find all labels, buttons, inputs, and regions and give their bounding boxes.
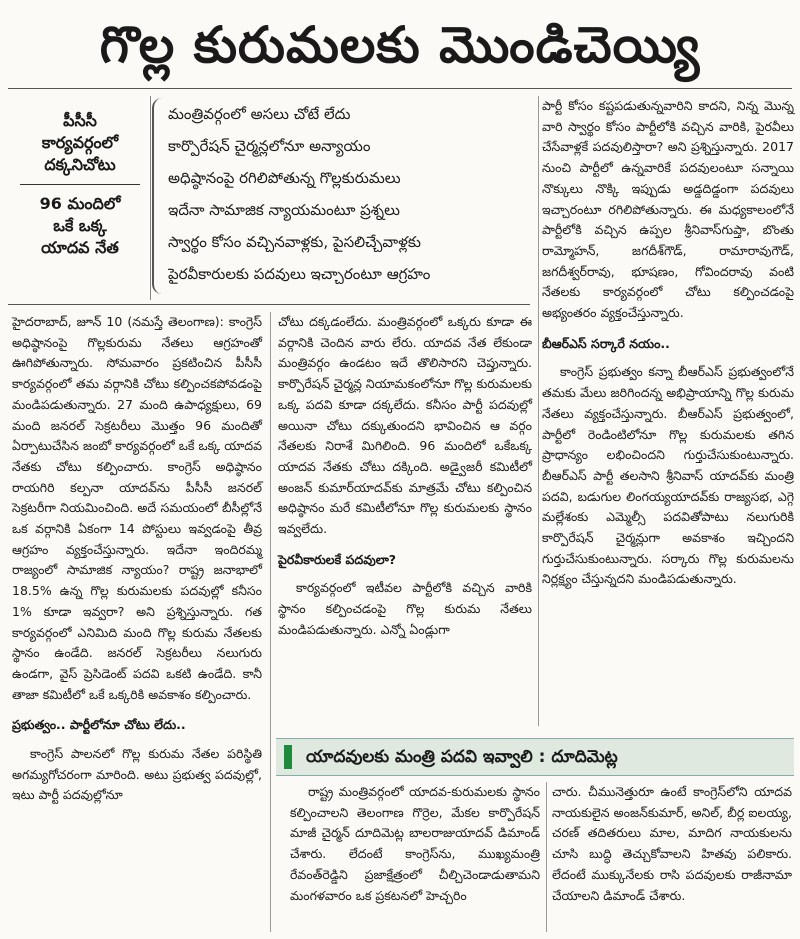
headline-rule <box>8 88 792 89</box>
box-title-bar <box>276 738 794 776</box>
accent-bar <box>284 745 292 769</box>
article-column-1 <box>12 312 262 806</box>
section-subhead: బీఆర్‌ఎస్ సర్కారే నయం.. <box>542 335 670 351</box>
column-divider <box>270 312 271 932</box>
sidebar-line: ఒకే ఒక్క <box>53 216 107 235</box>
subhead: అధిష్ఠానంపై రగిలిపోతున్న గొల్లకురుమలు <box>168 169 401 187</box>
paragraph: చోటు దక్కడంలేదు. మంత్రివర్గంలో ఒక్కరు కూడా ఈ వర్గానికి చెందిన వారు లేరు. యాదవ నేత లేకుండా మంత్రివర్గం ఉండటం ఇదే తొలిసారని చెప్తున్నారు. కార్పొరేషన్ చైర్మన్ల నియామకంలోనూ గొల్ల కురుమలకు ఒక్క పదవి కూడా దక్కలేదు. కనీసం పార్టీ పదవుల్లో అయినా చోటు దక్కుతుందని భావించిన ఆ వర్గం నేతలకు నిరాశే మిగిలింది. 96 మందిలో ఒకేఒక్క యాదవ నేతకు చోటు దక్కింది. అడ్వైజరీ కమిటీలో అంజన్ కుమార్‌యాదవ్‌కు మాత్రమే చోటు కల్పించిన అధిష్ఠానం మరే కమిటీలోనూ గొల్ల కురుమలకు స్థానం ఇవ్వలేదు. <box>278 314 532 537</box>
sidebar-line: కార్యవర్గంలో <box>41 133 119 152</box>
subheads-list <box>168 98 538 290</box>
subhead: స్వార్థం కోసం వచ్చినవాళ్లకు, పైసలిచ్చేవాళ్లకు <box>168 233 421 251</box>
column-divider <box>546 782 547 932</box>
paragraph: పార్టీ కోసం కష్టపడుతున్నవారిని కాదని, నిన్న మొన్న వారి స్వార్థం కోసం పార్టీలోకి వచ్చిన వారికి, పైరవీలు చేసేవాళ్లకే పదవులిస్తారా? అని ప్రశ్నిస్తున్నారు. 2017 నుంచి పార్టీలో ఉన్నవారికే పదవులంటూ సన్నాయి నొక్కులు నొక్కి ఇప్పుడు అడ్డదిడ్డంగా పదవులు ఇచ్చారంటూ రగిలిపోతున్నారు. ఈ మధ్యకాలంలోనే పార్టీలోకి వచ్చిన ఉప్పల శ్రీనివాస్‌గుప్తా, బొంతు రామ్మోహన్, జగదీశ్‌గౌడ్, రామారావుగౌడ్, జగదీశ్వర్‌రావు, భూషణం, గోవిందరావు వంటి నేతలకు కార్యవర్గంలో చోటు కల్పించడంపై అభ్యంతరం వ్యక్తంచేస్తున్నారు. <box>542 98 794 321</box>
paragraph: కాంగ్రెస్ ప్రభుత్వం కన్నా బీఆర్‌ఎస్ ప్రభుత్వంలోనే తమకు మేలు జరిగిందన్న అభిప్రాయాన్ని గొల్ల కురుమ నేతలు వ్యక్తంచేస్తున్నారు. బీఆర్‌ఎస్ ప్రభుత్వంలో, పార్టీలో రెండింటిలోనూ గొల్ల కురుమలకు తగిన ప్రాధాన్యం లభించిందని గుర్తుచేసుకుంటున్నారు. బీఆర్‌ఎస్ పార్టీ తలసాని శ్రీనివాస్ యాదవ్‌కు మంత్రి పదవి, బడుగుల లింగయ్యయాదవ్‌కు రాజ్యసభ, ఎగ్గె మల్లేశంకు ఎమ్మెల్సీ పదవితోపాటు నలుగురికి కార్పొరేషన్ చైర్మన్లుగా అవకాశం ఇచ్చిందని గుర్తుచేసుకుంటున్నారు. సర్కారు గొల్ల కురుమలను నిర్లక్ష్యం చేస్తున్నదని మండిపడుతున్నారు. <box>542 364 794 587</box>
subhead: పైరవీకారులకు పదవులు ఇచ్చారంటూ ఆగ్రహం <box>168 265 431 283</box>
sidebar-line: దక్కనిచోటు <box>44 155 116 174</box>
column-divider <box>538 96 539 726</box>
subhead: కార్పొరేషన్ చైర్మన్లలోనూ అన్యాయం <box>168 137 371 155</box>
sidebar-line: యాదవ నేత <box>41 238 119 257</box>
paragraph: హైదరాబాద్, జూన్ 10 (నమస్తే తెలంగాణ): కాంగ్రెస్ అధిష్ఠానంపై గొల్లకురుమ నేతలు ఆగ్రహంతో ఊగిపోతున్నారు. సోమవారం ప్రకటించిన పీసీసీ కార్యవర్గంలో తమ వర్గానికి చోటు కల్పించకపోవడంపై మండిపడుతున్నారు. 27 మంది ఉపాధ్యక్షులు, 69 మంది జనరల్ సెక్రటరీలు మొత్తం 96 మందితో ఏర్పాటుచేసిన జంబో కార్యవర్గంలో ఒకే ఒక్క యాదవ నేతకు చోటు కల్పించారు. కాంగ్రెస్ అధిష్ఠానం రాయగిరి కల్పనా యాదవ్‌ను పీసీసీ జనరల్ సెక్రటరీగా నియమించింది. అదే సమయంలో బీసీల్లోనే ఒక వర్గానికి ఏకంగా 14 పోస్టులు ఇవ్వడంపై తీవ్ర ఆగ్రహం వ్యక్తంచేస్తున్నారు. ఇదేనా ఇందిరమ్మ రాజ్యంలో సామాజిక న్యాయం? రాష్ట్ర జనాభాలో 18.5% ఉన్న గొల్ల కురుమలకు పదవుల్లో కనీసం 1% కూడా ఇవ్వరా? అని ప్రశ్నిస్తున్నారు. గత కార్యవర్గంలో ఎనిమిది మంది గొల్ల కురుమ నేతలకు స్థానం ఉండేది. జనరల్ సెక్రటరీలు నలుగురు ఉండగా, వైస్ ప్రెసిడెంట్ పదవి ఒకటి ఉండేది. కానీ తాజా కమిటీలో ఒకే ఒక్కరికి అవకాశం కల్పించారు. <box>12 314 262 702</box>
box-title: యాదవులకు మంత్రి పదవి ఇవ్వాలి : దూదిమెట్ల <box>306 747 618 767</box>
box-column-1 <box>290 782 540 906</box>
paragraph: కాంగ్రెస్ పాలనలో గొల్ల కురుమ నేతల పరిస్థితి అగమ్యగోచరంగా మారింది. అటు ప్రభుత్వ పదవుల్లో, ఇటు పార్టీ పదవుల్లోనూ <box>12 746 262 803</box>
sidebar-box <box>10 96 151 300</box>
sidebar-line: 96 మందిలో <box>39 194 121 213</box>
subhead: ఇదేనా సామాజిక న్యాయమంటూ ప్రశ్నలు <box>168 201 400 219</box>
brace-divider <box>152 98 166 294</box>
sidebar-line: పీసీసీ <box>63 111 97 130</box>
paragraph: రాష్ట్ర మంత్రివర్గంలో యాదవ-కురుమలకు స్థానం కల్పించాలని తెలంగాణ గొర్రెల, మేకల కార్పొరేషన్ మాజీ చైర్మన్ దూదిమెట్ల బాలరాజుయాదవ్ డిమాండ్ చేశారు. లేదంటే కాంగ్రెస్‌ను, ముఖ్యమంత్రి రేవంత్‌రెడ్డిని ప్రజాక్షేత్రంలో చీల్చిచెండాడుతామని మంగళవారం ఒక ప్రకటనలో హెచ్చరిం <box>290 784 540 903</box>
sidebar-divider <box>20 184 140 185</box>
section-subhead: పైరవీకారులకే పదవులా? <box>278 551 397 567</box>
article-column-3 <box>542 96 794 590</box>
headline: గొల్ల కురుమలకు మొండిచెయ్యి <box>99 15 701 74</box>
box-column-2 <box>552 782 792 906</box>
paragraph: కార్యవర్గంలో ఇటీవల పార్టీలోకి వచ్చిన వారికి స్థానం కల్పించడంపై గొల్ల కురుమ నేతలు మండిపడుతున్నారు. ఎన్నో ఏండ్లుగా <box>278 580 532 637</box>
paragraph: చారు. చీమునెత్తురూ ఉంటే కాంగ్రెస్‌లోని యాదవ నాయకులైన అంజన్‌కుమార్, అనిల్, బీర్ల ఐలయ్య, చరణ్ తదితరులు మాల, మాదిగ నాయకులను చూసి బుద్ధి తెచ్చుకోవాలని హితవు పలికారు. లేదంటే ముక్కునేలకు రాసి పదవులకు రాజీనామా చేయాలని డిమాండ్ చేశారు. <box>552 784 792 903</box>
article-column-2 <box>278 312 532 641</box>
section-rule <box>8 304 530 305</box>
subhead: మంత్రివర్గంలో అసలు చోటే లేదు <box>168 105 351 123</box>
section-subhead: ప్రభుత్వం.. పార్టీలోనూ చోటు లేదు.. <box>12 717 186 733</box>
